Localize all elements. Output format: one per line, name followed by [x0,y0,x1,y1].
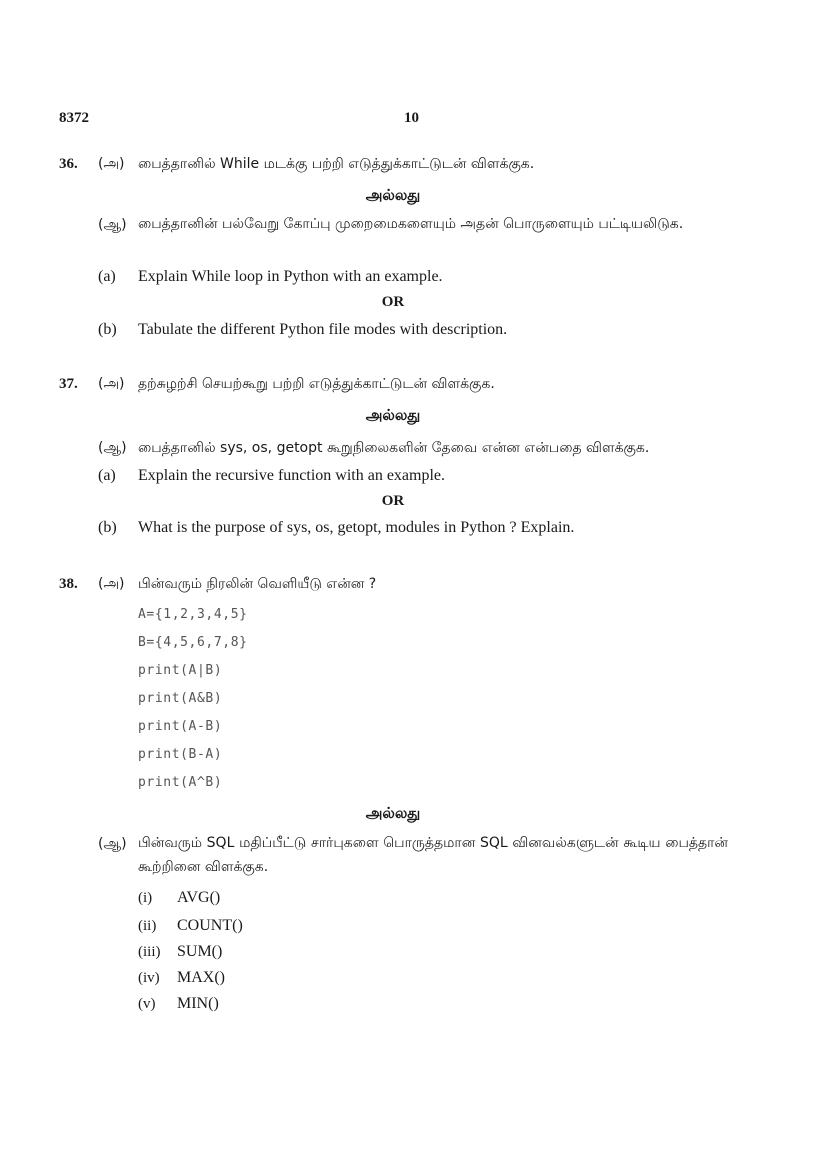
paper-code: 8372 [59,110,89,126]
option-b-tamil: பின்வரும் SQL மதிப்பீட்டு சார்புகளை பொருத்தமான SQL வினவல்களுடன் கூடிய பைத்தான் கூற்றினை விளக்குக. [138,835,728,875]
list-item-label: (ii) [138,918,157,934]
code-line: print(A^B) [138,775,223,790]
option-mark-a-ta: (அ) [98,576,125,592]
option-a-tamil: பின்வரும் நிரலின் வெளியீடு என்ன ? [138,576,377,592]
option-mark-a-ta: (அ) [98,376,125,392]
option-mark-b-en: (b) [98,519,117,536]
option-a-english: Explain the recursive function with an example. [138,467,446,484]
list-item-text: SUM() [177,943,223,960]
or-tamil: அல்லது [365,804,421,822]
option-b-english: What is the purpose of sys, os, getopt, modules in Python ? Explain. [138,519,575,536]
or-tamil: அல்லது [365,186,421,204]
option-mark-a-en: (a) [98,268,116,285]
option-a-english: Explain While loop in Python with an example. [138,268,443,285]
option-b-english: Tabulate the different Python file modes with description. [138,321,508,338]
code-line: B={4,5,6,7,8} [138,635,248,650]
or-tamil: அல்லது [365,406,421,424]
option-mark-b-en: (b) [98,321,117,338]
list-item-label: (iv) [138,970,160,986]
option-a-tamil: பைத்தானில் While மடக்கு பற்றி எடுத்துக்காட்டுடன் விளக்குக. [138,156,535,172]
or-english: OR [381,294,405,310]
question-number: 37. [59,376,78,392]
option-a-tamil: தற்சுழற்சி செயற்கூறு பற்றி எடுத்துக்காட்டுடன் விளக்குக. [138,376,495,392]
option-mark-a-ta: (அ) [98,156,125,172]
list-item-label: (v) [138,996,156,1012]
question-number: 36. [59,156,78,172]
list-item-text: MAX() [177,969,225,986]
code-line: print(A|B) [138,663,223,678]
or-english: OR [381,493,405,509]
page-number: 10 [404,110,419,126]
option-b-tamil: பைத்தானின் பல்வேறு கோப்பு முறைமைகளையும் அதன் பொருளையும் பட்டியலிடுக. [138,216,684,232]
option-mark-a-en: (a) [98,467,116,484]
code-line: print(A-B) [138,719,223,734]
code-line: print(A&B) [138,691,223,706]
option-b-tamil: பைத்தானில் sys, os, getopt கூறுநிலைகளின் தேவை என்ன என்பதை விளக்குக. [138,440,650,456]
list-item-label: (iii) [138,944,161,960]
list-item-text: MIN() [177,995,219,1012]
option-mark-b-ta: (ஆ) [98,217,127,233]
question-number: 38. [59,576,78,592]
option-mark-b-ta: (ஆ) [98,440,127,456]
list-item-text: AVG() [177,889,221,906]
option-mark-b-ta: (ஆ) [98,836,127,852]
code-line: print(B-A) [138,747,223,762]
list-item-text: COUNT() [177,917,243,934]
code-line: A={1,2,3,4,5} [138,607,248,622]
list-item-label: (i) [138,890,153,906]
